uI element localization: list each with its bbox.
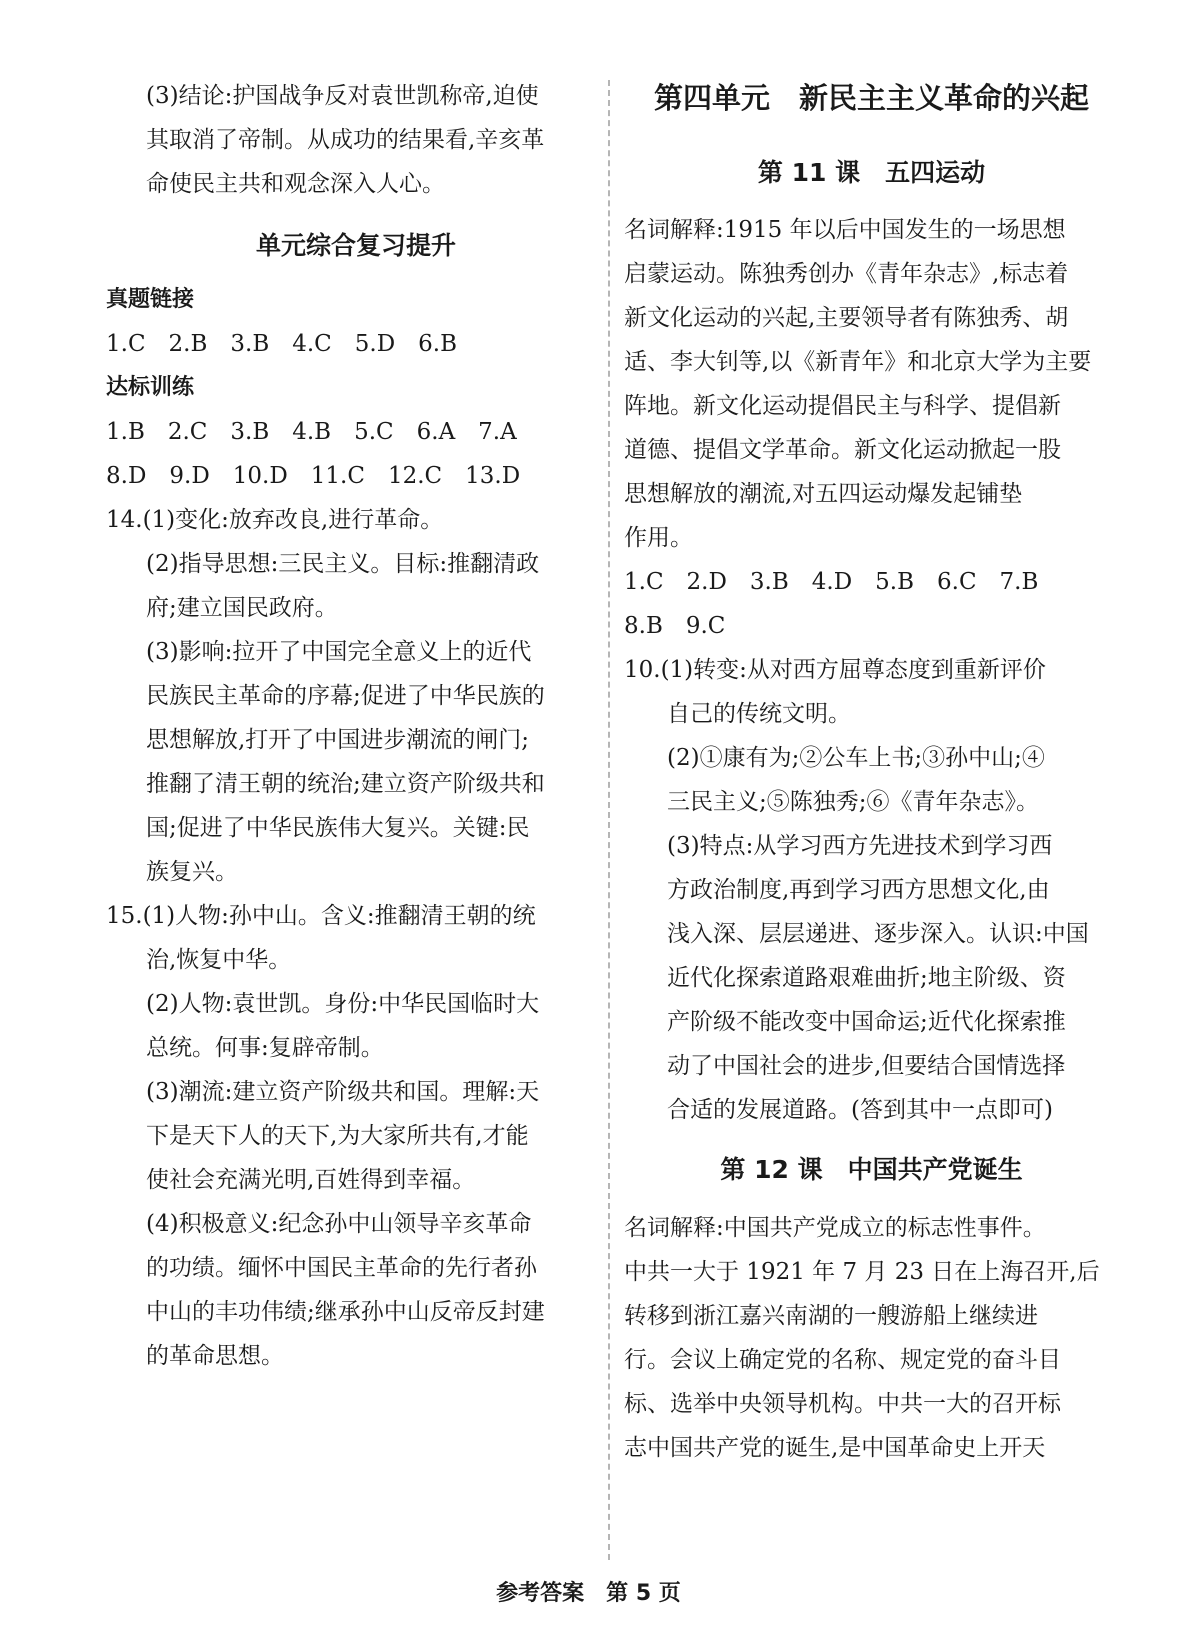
exam-link-label: 真题链接 (106, 287, 195, 312)
q10-line: 方政治制度,再到学习西方思想文化,由 (667, 877, 1050, 903)
q14-line: 国;促进了中华民族伟大复兴。关键:民 (146, 815, 530, 841)
q15-line: (4)积极意义:纪念孙中山领导辛亥革命 (146, 1211, 532, 1237)
q15-line: 下是天下人的天下,为大家所共有,才能 (146, 1123, 529, 1149)
drill-label: 达标训练 (106, 375, 195, 400)
lesson-12-text: 行。会议上确定党的名称、规定党的奋斗目 (624, 1347, 1061, 1373)
lesson-12-text: 标、选举中央领导机构。中共一大的召开标 (624, 1391, 1061, 1417)
conclusion-line: 命使民主共和观念深入人心。 (146, 171, 445, 197)
exam-answers: 1.C 2.B 3.B 4.C 5.D 6.B (106, 331, 458, 357)
q15-line: 的功绩。缅怀中国民主革命的先行者孙 (146, 1255, 537, 1281)
lesson-11-answers: 1.C 2.D 3.B 4.D 5.B 6.C 7.B (624, 569, 1039, 595)
lesson-11-text: 阵地。新文化运动提倡民主与科学、提倡新 (624, 393, 1061, 419)
q15-line: 使社会充满光明,百姓得到幸福。 (146, 1167, 476, 1193)
q15-line: 的革命思想。 (146, 1343, 284, 1369)
q15-line: 中山的丰功伟绩;继承孙中山反帝反封建 (146, 1299, 545, 1325)
unit-title: 第四单元 新民主主义革命的兴起 (653, 81, 1089, 115)
q15-line: (3)潮流:建立资产阶级共和国。理解:天 (146, 1079, 540, 1105)
lesson-11-text: 新文化运动的兴起,主要领导者有陈独秀、胡 (624, 305, 1069, 331)
q14-line: 族复兴。 (146, 859, 238, 885)
q14-line: 14.(1)变化:放弃改良,进行革命。 (106, 507, 444, 533)
lesson-11-text: 名词解释:1915 年以后中国发生的一场思想 (624, 217, 1066, 243)
q15-line: 总统。何事:复辟帝制。 (146, 1035, 384, 1061)
lesson-11-answers: 8.B 9.C (624, 613, 726, 639)
lesson-12-text: 志中国共产党的诞生,是中国革命史上开天 (624, 1435, 1046, 1461)
q10-line: 浅入深、层层递进、逐步深入。认识:中国 (667, 921, 1089, 947)
page-footer: 参考答案 第 5 页 (496, 1581, 681, 1606)
q10-line: 三民主义;⑤陈独秀;⑥《青年杂志》。 (667, 789, 1039, 815)
drill-answers: 1.B 2.C 3.B 4.B 5.C 6.A 7.A (106, 419, 517, 445)
q10-line: (2)①康有为;②公车上书;③孙中山;④ (667, 745, 1045, 771)
q15-line: 治,恢复中华。 (146, 947, 292, 973)
q14-line: (3)影响:拉开了中国完全意义上的近代 (146, 639, 532, 665)
left-column (106, 74, 606, 1378)
q14-line: 思想解放,打开了中国进步潮流的闸门; (146, 727, 530, 753)
q10-line: 动了中国社会的进步,但要结合国情选择 (667, 1053, 1066, 1079)
lesson-11-title: 第 11 课 五四运动 (757, 158, 986, 187)
q10-line: 自己的传统文明。 (667, 701, 851, 727)
lesson-12-text: 转移到浙江嘉兴南湖的一艘游船上继续进 (624, 1303, 1038, 1329)
lesson-11-text: 道德、提倡文学革命。新文化运动掀起一股 (624, 437, 1061, 463)
drill-answers: 8.D 9.D 10.D 11.C 12.C 13.D (106, 463, 521, 489)
q15-line: 15.(1)人物:孙中山。含义:推翻清王朝的统 (106, 903, 536, 929)
unit-review-title: 单元综合复习提升 (255, 231, 456, 260)
q10-line: (3)特点:从学习西方先进技术到学习西 (667, 833, 1053, 859)
lesson-11-text: 适、李大钊等,以《新青年》和北京大学为主要 (624, 349, 1092, 375)
q10-line: 合适的发展道路。(答到其中一点即可) (667, 1097, 1053, 1123)
q10-line: 近代化探索道路艰难曲折;地主阶级、资 (667, 965, 1066, 991)
q14-line: 推翻了清王朝的统治;建立资产阶级共和 (146, 771, 545, 797)
q14-line: (2)指导思想:三民主义。目标:推翻清政 (146, 551, 540, 577)
q14-line: 府;建立国民政府。 (146, 595, 338, 621)
conclusion-line: (3)结论:护国战争反对袁世凯称帝,迫使 (146, 83, 539, 109)
lesson-12-text: 名词解释:中国共产党成立的标志性事件。 (624, 1215, 1046, 1241)
lesson-12-text: 中共一大于 1921 年 7 月 23 日在上海召开,后 (624, 1259, 1100, 1285)
lesson-11-text: 作用。 (624, 525, 693, 551)
q10-line: 10.(1)转变:从对西方屈尊态度到重新评价 (624, 657, 1046, 683)
lesson-12-title: 第 12 课 中国共产党诞生 (720, 1155, 1023, 1184)
q10-line: 产阶级不能改变中国命运;近代化探索推 (667, 1009, 1066, 1035)
right-column (624, 74, 1119, 1470)
column-divider (608, 80, 610, 1560)
conclusion-line: 其取消了帝制。从成功的结果看,辛亥革 (146, 127, 545, 153)
q14-line: 民族民主革命的序幕;促进了中华民族的 (146, 683, 545, 709)
lesson-11-text: 思想解放的潮流,对五四运动爆发起铺垫 (624, 481, 1023, 507)
q15-line: (2)人物:袁世凯。身份:中华民国临时大 (146, 991, 540, 1017)
lesson-11-text: 启蒙运动。陈独秀创办《青年杂志》,标志着 (624, 261, 1069, 287)
